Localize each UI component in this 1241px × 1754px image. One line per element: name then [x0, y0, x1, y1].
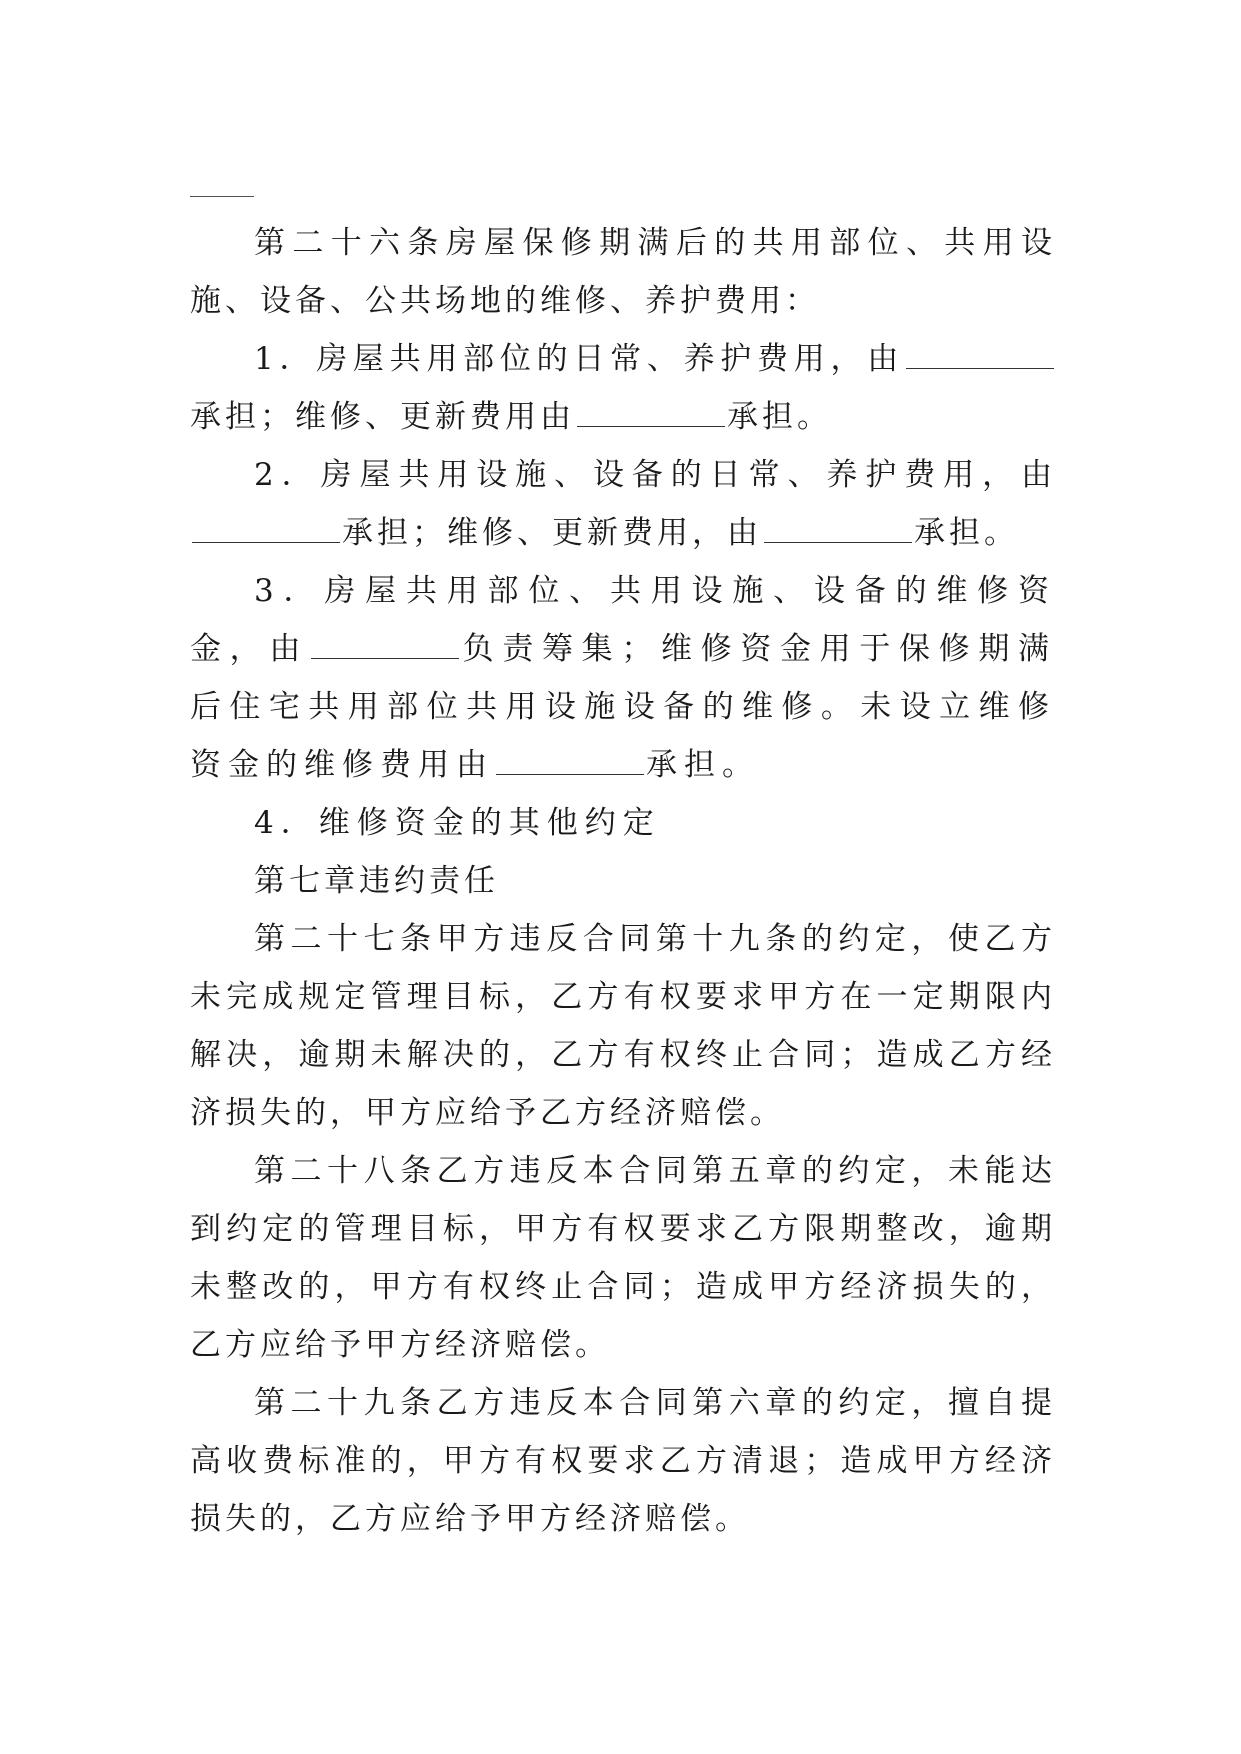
fill-in-blank[interactable] [906, 368, 1054, 369]
chapter-7-title: 第七章违约责任 [254, 863, 499, 899]
article-26-item-1 [190, 330, 1056, 446]
article-28: 第二十八条乙方违反本合同第五章的约定，未能达到约定的管理目标，甲方有权要求乙方限期整改，逾期未整改的，甲方有权终止合同；造成甲方经济损失的，乙方应给予甲方经济赔偿。 [190, 1153, 1056, 1363]
fill-in-blank[interactable] [311, 658, 459, 659]
fill-in-blank[interactable] [496, 774, 644, 775]
fill-in-blank[interactable] [577, 426, 725, 427]
item-1-text-a: 1．房屋共用部位的日常、养护费用，由 [254, 341, 904, 377]
article-26-item-3 [190, 562, 1056, 794]
top-rule-line [190, 196, 254, 197]
item-2-text-b: 承担；维修、更新费用，由 [342, 515, 762, 551]
article-26-item-2 [190, 446, 1056, 562]
fill-in-blank[interactable] [764, 542, 912, 543]
item-3-text-b: 负责筹集；维修资金用于保修期满后住宅共用部位共用设施设备的维修。未设立维修资金的维修费用由 [190, 631, 1056, 783]
item-3-text-c: 承担。 [646, 747, 760, 783]
item-1-text-c: 承担。 [727, 399, 832, 435]
article-27: 第二十七条甲方违反合同第十九条的约定，使乙方未完成规定管理目标，乙方有权要求甲方在一定期限内解决，逾期未解决的，乙方有权终止合同；造成乙方经济损失的，甲方应给予乙方经济赔偿。 [190, 921, 1056, 1131]
fill-in-blank[interactable] [192, 542, 340, 543]
document-body [190, 214, 1056, 1548]
item-1-text-b: 承担；维修、更新费用由 [190, 399, 575, 435]
article-26-item-4: 4．维修资金的其他约定 [254, 805, 661, 841]
article-26-intro: 第二十六条房屋保修期满后的共用部位、共用设施、设备、公共场地的维修、养护费用： [190, 225, 1056, 319]
item-2-text-c: 承担。 [914, 515, 1019, 551]
article-29: 第二十九条乙方违反本合同第六章的约定，擅自提高收费标准的，甲方有权要求乙方清退；造成甲方经济损失的，乙方应给予甲方经济赔偿。 [190, 1385, 1056, 1537]
item-2-text-a: 2．房屋共用设施、设备的日常、养护费用，由 [254, 457, 1056, 493]
item-3-text-a: 3．房屋共用部位、共用设施、设备的维修资金，由 [190, 573, 1056, 667]
